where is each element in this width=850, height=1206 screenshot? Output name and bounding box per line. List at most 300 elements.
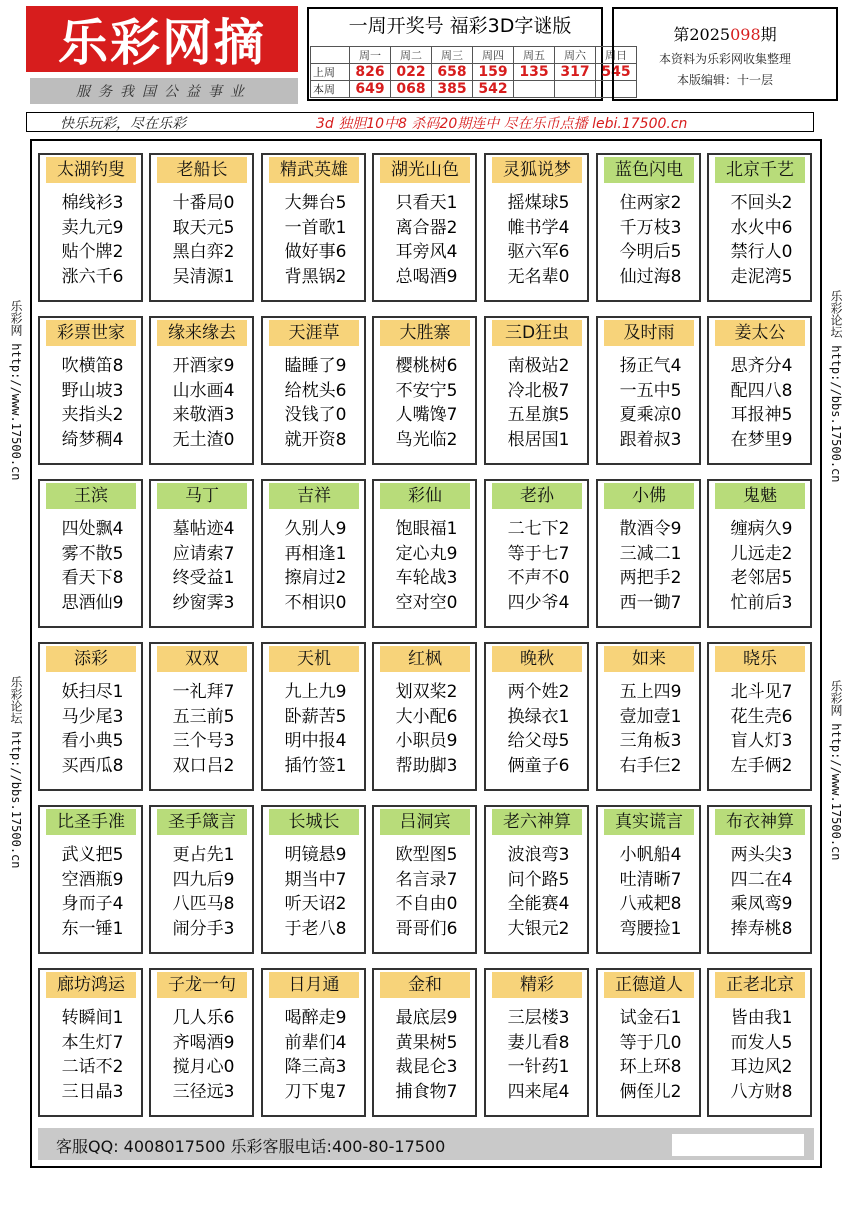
riddle-line: 绮梦稠4 bbox=[61, 429, 124, 450]
riddle-line: 夏乘凉0 bbox=[619, 405, 682, 425]
riddle-line: 取天元5 bbox=[172, 217, 235, 238]
riddle-line: 仙过海8 bbox=[619, 266, 682, 287]
riddle-line: 三减二1 bbox=[619, 543, 682, 564]
riddle-card bbox=[261, 968, 366, 1117]
riddle-line: 人嘴馋7 bbox=[395, 405, 458, 425]
riddle-line: 四九后9 bbox=[172, 869, 235, 890]
riddle-card bbox=[372, 316, 477, 465]
riddle-line: 马少尾3 bbox=[61, 706, 124, 727]
riddle-lines bbox=[713, 191, 810, 289]
riddle-line: 一首歌1 bbox=[284, 217, 347, 238]
riddle-line: 搅月心0 bbox=[172, 1057, 235, 1077]
riddle-card bbox=[38, 153, 143, 302]
riddle-card-title: 子龙一句 bbox=[157, 972, 247, 998]
riddle-line: 开酒家9 bbox=[172, 356, 235, 376]
riddle-card-title: 彩票世家 bbox=[46, 320, 136, 346]
riddle-card-title: 大胜寨 bbox=[380, 320, 470, 346]
riddle-line: 最底层9 bbox=[395, 1008, 458, 1028]
riddle-line: 久别人9 bbox=[284, 519, 347, 539]
riddle-line: 思酒仙9 bbox=[61, 592, 124, 613]
day-header: 周四 bbox=[473, 47, 514, 64]
riddle-lines bbox=[378, 843, 475, 941]
riddle-line: 九上九9 bbox=[284, 682, 347, 702]
riddle-line: 四少爷4 bbox=[507, 592, 570, 613]
riddle-lines bbox=[378, 680, 475, 778]
riddle-card bbox=[261, 642, 366, 791]
riddle-line: 欧型图5 bbox=[395, 845, 458, 865]
riddle-line: 南极站2 bbox=[507, 356, 570, 376]
riddle-lines bbox=[267, 517, 364, 615]
riddle-line: 捕食物7 bbox=[395, 1081, 458, 1102]
riddle-card-title: 布衣神算 bbox=[715, 809, 805, 835]
riddle-card-title: 灵狐说梦 bbox=[492, 157, 582, 183]
riddle-line: 买西瓜8 bbox=[61, 755, 124, 776]
riddle-line: 缠病久9 bbox=[730, 519, 793, 539]
riddle-line: 吐清晰7 bbox=[619, 869, 682, 890]
riddle-lines bbox=[490, 517, 587, 615]
riddle-line: 走泥湾5 bbox=[730, 266, 793, 287]
riddle-lines bbox=[602, 1006, 699, 1104]
riddle-line: 无土渣0 bbox=[172, 429, 235, 450]
footer-blank-box bbox=[672, 1134, 804, 1156]
riddle-card-title: 小佛 bbox=[604, 483, 694, 509]
riddle-line: 名言录7 bbox=[395, 869, 458, 890]
riddle-line: 等于七7 bbox=[507, 543, 570, 564]
riddle-line: 一礼拜7 bbox=[172, 682, 235, 702]
riddle-lines bbox=[378, 354, 475, 452]
riddle-card-title: 王滨 bbox=[46, 483, 136, 509]
riddle-line: 五上四9 bbox=[619, 682, 682, 702]
riddle-lines bbox=[602, 517, 699, 615]
riddle-card bbox=[484, 642, 589, 791]
riddle-card-title: 比圣手准 bbox=[46, 809, 136, 835]
riddle-line: 终受益1 bbox=[172, 568, 235, 588]
riddle-lines bbox=[44, 843, 141, 941]
riddle-line: 驱六军6 bbox=[507, 242, 570, 262]
riddle-card bbox=[38, 479, 143, 628]
riddle-lines bbox=[602, 354, 699, 452]
riddle-lines bbox=[490, 680, 587, 778]
riddle-line: 身而子4 bbox=[61, 894, 124, 914]
riddle-line: 二七下2 bbox=[507, 519, 570, 539]
riddle-line: 耳旁风4 bbox=[395, 242, 458, 262]
riddle-card-title: 吕洞宾 bbox=[380, 809, 470, 835]
riddle-lines bbox=[267, 354, 364, 452]
riddle-line: 壹加壹1 bbox=[619, 706, 682, 727]
riddle-line: 离合器2 bbox=[395, 217, 458, 238]
riddle-line: 换绿衣1 bbox=[507, 706, 570, 727]
riddle-lines bbox=[44, 680, 141, 778]
riddle-line: 齐喝酒9 bbox=[172, 1032, 235, 1053]
riddle-line: 卧薪苦5 bbox=[284, 706, 347, 727]
riddle-card-title: 如来 bbox=[604, 646, 694, 672]
riddle-card-title: 吉祥 bbox=[269, 483, 359, 509]
riddle-line: 喝醉走9 bbox=[284, 1008, 347, 1028]
riddle-line: 帮助脚3 bbox=[395, 755, 458, 776]
riddle-line: 卖九元9 bbox=[61, 217, 124, 238]
riddle-card bbox=[596, 316, 701, 465]
riddle-card bbox=[149, 316, 254, 465]
riddle-line: 八方财8 bbox=[730, 1081, 793, 1102]
riddle-line: 散酒令9 bbox=[619, 519, 682, 539]
riddle-card bbox=[38, 968, 143, 1117]
riddle-line: 老邻居5 bbox=[730, 568, 793, 588]
riddle-line: 来敬酒3 bbox=[172, 405, 235, 425]
riddle-lines bbox=[378, 1006, 475, 1104]
draw-number: 649 bbox=[350, 81, 391, 98]
riddle-line: 千万枝3 bbox=[619, 217, 682, 238]
draw-number: 385 bbox=[432, 81, 473, 98]
riddle-line: 而发人5 bbox=[730, 1032, 793, 1053]
riddle-line: 俩童子6 bbox=[507, 755, 570, 776]
riddle-line: 妻儿看8 bbox=[507, 1032, 570, 1053]
riddle-lines bbox=[490, 354, 587, 452]
riddle-line: 降三高3 bbox=[284, 1057, 347, 1077]
draw-number: 159 bbox=[473, 64, 514, 81]
riddle-line: 看天下8 bbox=[61, 568, 124, 588]
riddle-line: 四二在4 bbox=[730, 869, 793, 890]
this-week-row bbox=[311, 81, 637, 98]
riddle-line: 今明后5 bbox=[619, 242, 682, 262]
riddle-line: 再相逢1 bbox=[284, 543, 347, 564]
riddle-card-title: 及时雨 bbox=[604, 320, 694, 346]
riddle-line: 定心丸9 bbox=[395, 543, 458, 564]
riddle-card bbox=[707, 805, 812, 954]
riddle-card bbox=[596, 479, 701, 628]
riddle-line: 就开资8 bbox=[284, 429, 347, 450]
riddle-lines bbox=[713, 354, 810, 452]
riddle-card bbox=[149, 805, 254, 954]
riddle-line: 期当中7 bbox=[284, 869, 347, 890]
days-row bbox=[311, 47, 637, 64]
riddle-card bbox=[484, 968, 589, 1117]
riddle-line: 跟着叔3 bbox=[619, 429, 682, 450]
riddle-line: 俩侄儿2 bbox=[619, 1081, 682, 1102]
riddle-lines bbox=[378, 517, 475, 615]
riddle-line: 裁昆仑3 bbox=[395, 1057, 458, 1077]
riddle-card-title: 真实谎言 bbox=[604, 809, 694, 835]
riddle-lines bbox=[155, 680, 252, 778]
riddle-line: 右手仨2 bbox=[619, 755, 682, 776]
riddle-line: 摇煤球5 bbox=[507, 193, 570, 213]
riddle-line: 思齐分4 bbox=[730, 356, 793, 376]
riddle-card bbox=[38, 805, 143, 954]
riddle-line: 吴清源1 bbox=[172, 266, 235, 287]
riddle-line: 环上环8 bbox=[619, 1057, 682, 1077]
riddle-line: 东一锤1 bbox=[61, 918, 124, 939]
riddle-line: 没钱了0 bbox=[284, 405, 347, 425]
riddle-card bbox=[149, 153, 254, 302]
banner-slogan: 快乐玩彩，尽在乐彩 bbox=[60, 116, 186, 132]
issue-number: 第2025098期 bbox=[673, 25, 777, 44]
riddle-line: 黑白弈2 bbox=[172, 242, 235, 262]
riddle-card bbox=[707, 968, 812, 1117]
riddle-line: 只看天1 bbox=[395, 193, 458, 213]
riddle-line: 盲人灯3 bbox=[730, 731, 793, 751]
riddle-card bbox=[596, 642, 701, 791]
day-header: 周五 bbox=[514, 47, 555, 64]
riddle-line: 两个姓2 bbox=[507, 682, 570, 702]
riddle-lines bbox=[267, 1006, 364, 1104]
riddle-line: 双口吕2 bbox=[172, 755, 235, 776]
riddle-card bbox=[707, 316, 812, 465]
riddle-lines bbox=[490, 843, 587, 941]
riddle-line: 配四八8 bbox=[730, 380, 793, 401]
riddle-line: 皆由我1 bbox=[730, 1008, 793, 1028]
riddle-card bbox=[707, 479, 812, 628]
riddle-lines bbox=[490, 1006, 587, 1104]
riddle-line: 夹指头2 bbox=[61, 405, 124, 425]
riddle-card bbox=[372, 479, 477, 628]
riddle-line: 小帆船4 bbox=[619, 845, 682, 865]
riddle-line: 左手俩2 bbox=[730, 755, 793, 776]
riddle-lines bbox=[713, 680, 810, 778]
riddle-line: 大银元2 bbox=[507, 918, 570, 939]
riddle-line: 乘凤鸾9 bbox=[730, 894, 793, 914]
riddle-line: 八匹马8 bbox=[172, 894, 235, 914]
riddle-line: 车轮战3 bbox=[395, 568, 458, 588]
riddle-lines bbox=[713, 517, 810, 615]
edition-title: 一周开奖号 福彩3D字谜版 bbox=[348, 15, 572, 37]
side-text-right-top: 乐彩论坛 http://bbs.17500.cn bbox=[829, 290, 843, 483]
riddle-line: 冷北极7 bbox=[507, 380, 570, 401]
riddle-line: 刀下鬼7 bbox=[284, 1081, 347, 1102]
riddle-lines bbox=[267, 843, 364, 941]
riddle-card bbox=[261, 153, 366, 302]
riddle-line: 一五中5 bbox=[619, 380, 682, 401]
draw-number: 545 bbox=[596, 64, 637, 81]
riddle-line: 纱窗霁3 bbox=[172, 592, 235, 613]
riddle-card-title: 马丁 bbox=[157, 483, 247, 509]
riddle-card bbox=[372, 153, 477, 302]
riddle-line: 妖扫尽1 bbox=[61, 682, 124, 702]
riddle-card-title: 天机 bbox=[269, 646, 359, 672]
riddle-line: 瞌睡了9 bbox=[284, 356, 347, 376]
riddle-line: 擦肩过2 bbox=[284, 568, 347, 588]
riddle-card-title: 正老北京 bbox=[715, 972, 805, 998]
riddle-lines bbox=[155, 354, 252, 452]
riddle-card-title: 彩仙 bbox=[380, 483, 470, 509]
riddle-card bbox=[372, 968, 477, 1117]
riddle-line: 大舞台5 bbox=[284, 193, 347, 213]
riddle-line: 鸟光临2 bbox=[395, 429, 458, 450]
riddle-card-title: 精彩 bbox=[492, 972, 582, 998]
riddle-lines bbox=[713, 1006, 810, 1104]
riddle-card-title: 圣手箴言 bbox=[157, 809, 247, 835]
riddle-card bbox=[596, 805, 701, 954]
last-week-row bbox=[311, 64, 637, 81]
riddle-lines bbox=[602, 843, 699, 941]
riddle-card bbox=[707, 153, 812, 302]
riddle-lines bbox=[44, 1006, 141, 1104]
draw-number bbox=[514, 81, 555, 98]
draw-number: 658 bbox=[432, 64, 473, 81]
riddle-line: 背黑锅2 bbox=[284, 266, 347, 287]
riddle-line: 在梦里9 bbox=[730, 429, 793, 450]
riddle-line: 不声不0 bbox=[507, 568, 570, 588]
riddle-card-title: 太湖钓叟 bbox=[46, 157, 136, 183]
riddle-card-title: 姜太公 bbox=[715, 320, 805, 346]
riddle-line: 做好事6 bbox=[284, 242, 347, 262]
day-header: 周二 bbox=[391, 47, 432, 64]
riddle-card-title: 缘来缘去 bbox=[157, 320, 247, 346]
riddle-lines bbox=[602, 680, 699, 778]
riddle-line: 武义把5 bbox=[61, 845, 124, 865]
riddle-card bbox=[484, 805, 589, 954]
row-label: 本周 bbox=[311, 81, 350, 98]
riddle-line: 墓帖迹4 bbox=[172, 519, 235, 539]
riddle-line: 不回头2 bbox=[730, 193, 793, 213]
riddle-card-title: 老六神算 bbox=[492, 809, 582, 835]
side-text-left-top: 乐彩网 http://www.17500.cn bbox=[9, 300, 23, 481]
riddle-card-title: 晓乐 bbox=[715, 646, 805, 672]
day-header: 周日 bbox=[596, 47, 637, 64]
riddle-line: 四来尾4 bbox=[507, 1081, 570, 1102]
riddle-line: 两头尖3 bbox=[730, 845, 793, 865]
draw-number: 317 bbox=[555, 64, 596, 81]
draw-number: 022 bbox=[391, 64, 432, 81]
riddle-line: 总喝酒9 bbox=[395, 266, 458, 287]
riddle-line: 住两家2 bbox=[619, 193, 682, 213]
riddle-line: 于老八8 bbox=[284, 918, 347, 939]
slogan: 服务我国公益事业 bbox=[30, 78, 298, 104]
riddle-line: 花生壳6 bbox=[730, 706, 793, 727]
riddle-card bbox=[261, 479, 366, 628]
riddle-lines bbox=[490, 191, 587, 289]
riddle-line: 五星旗5 bbox=[507, 405, 570, 425]
riddle-line: 划双桨2 bbox=[395, 682, 458, 702]
riddle-card bbox=[149, 642, 254, 791]
riddle-card-title: 长城长 bbox=[269, 809, 359, 835]
riddle-card-title: 湖光山色 bbox=[380, 157, 470, 183]
riddle-line: 四处飘4 bbox=[61, 519, 124, 539]
riddle-line: 小职员9 bbox=[395, 731, 458, 751]
riddle-line: 山水画4 bbox=[172, 380, 235, 401]
riddle-line: 水火中6 bbox=[730, 217, 793, 238]
riddle-line: 前辈们4 bbox=[284, 1032, 347, 1053]
riddle-card bbox=[596, 153, 701, 302]
riddle-line: 插竹签1 bbox=[284, 755, 347, 776]
riddle-card bbox=[149, 479, 254, 628]
day-header: 周三 bbox=[432, 47, 473, 64]
riddle-card-title: 正德道人 bbox=[604, 972, 694, 998]
riddle-card bbox=[484, 479, 589, 628]
riddle-line: 空对空0 bbox=[395, 592, 458, 613]
riddle-line: 耳报神5 bbox=[730, 405, 793, 425]
riddle-card bbox=[484, 316, 589, 465]
draw-number: 826 bbox=[350, 64, 391, 81]
riddle-line: 几人乐6 bbox=[172, 1008, 235, 1028]
riddle-lines bbox=[155, 517, 252, 615]
draw-number: 135 bbox=[514, 64, 555, 81]
riddle-card-title: 红枫 bbox=[380, 646, 470, 672]
riddle-line: 帷书学4 bbox=[507, 217, 570, 238]
riddle-card-title: 天涯草 bbox=[269, 320, 359, 346]
riddle-card bbox=[149, 968, 254, 1117]
riddle-line: 棉线衫3 bbox=[61, 193, 124, 213]
riddle-line: 空酒瓶9 bbox=[61, 869, 124, 890]
riddle-card bbox=[372, 642, 477, 791]
riddle-line: 忙前后3 bbox=[730, 592, 793, 613]
riddle-card-title: 蓝色闪电 bbox=[604, 157, 694, 183]
riddle-line: 弯腰捡1 bbox=[619, 918, 682, 939]
riddle-lines bbox=[378, 191, 475, 289]
riddle-card bbox=[38, 316, 143, 465]
riddle-card bbox=[596, 968, 701, 1117]
riddle-line: 无名辈0 bbox=[507, 266, 570, 287]
riddle-line: 转瞬间1 bbox=[61, 1008, 124, 1028]
riddle-line: 涨六千6 bbox=[61, 266, 124, 287]
riddle-line: 波浪弯3 bbox=[507, 845, 570, 865]
riddle-line: 樱桃树6 bbox=[395, 356, 458, 376]
riddle-line: 给父母5 bbox=[507, 731, 570, 751]
draw-results-table bbox=[310, 46, 637, 98]
riddle-line: 试金石1 bbox=[619, 1008, 682, 1028]
riddle-line: 雾不散5 bbox=[61, 543, 124, 564]
riddle-lines bbox=[602, 191, 699, 289]
riddle-line: 三个号3 bbox=[172, 731, 235, 751]
riddle-card bbox=[372, 805, 477, 954]
riddle-line: 饱眼福1 bbox=[395, 519, 458, 539]
riddle-lines bbox=[44, 354, 141, 452]
riddle-card-title: 精武英雄 bbox=[269, 157, 359, 183]
riddle-line: 三角板3 bbox=[619, 731, 682, 751]
riddle-line: 全能赛4 bbox=[507, 894, 570, 914]
riddle-card-title: 金和 bbox=[380, 972, 470, 998]
riddle-line: 根居国1 bbox=[507, 429, 570, 450]
riddle-card-title: 北京千艺 bbox=[715, 157, 805, 183]
draw-number: 542 bbox=[473, 81, 514, 98]
banner-promo-link[interactable]: 3d 独胆10中8 杀码20期连中 尽在乐币点播 lebi.17500.cn bbox=[316, 116, 688, 132]
riddle-lines bbox=[44, 191, 141, 289]
riddle-line: 八戒耙8 bbox=[619, 894, 682, 914]
riddle-line: 更占先1 bbox=[172, 845, 235, 865]
row-label: 上周 bbox=[311, 64, 350, 81]
source-note: 本资料为乐彩网收集整理 bbox=[658, 52, 791, 66]
riddle-line: 二话不2 bbox=[61, 1057, 124, 1077]
riddle-line: 捧寿桃8 bbox=[730, 918, 793, 939]
riddle-line: 不相识0 bbox=[284, 592, 347, 613]
riddle-line: 三层楼3 bbox=[507, 1008, 570, 1028]
riddle-card-title: 老孙 bbox=[492, 483, 582, 509]
side-text-right-bottom: 乐彩网 http://www.17500.cn bbox=[829, 680, 843, 861]
riddle-line: 禁行人0 bbox=[730, 242, 793, 262]
riddle-card bbox=[261, 316, 366, 465]
customer-service-info: 客服QQ: 4008017500 乐彩客服电话:400-80-17500 bbox=[56, 1137, 446, 1156]
riddle-line: 不安宁5 bbox=[395, 380, 458, 401]
riddle-card-title: 双双 bbox=[157, 646, 247, 672]
riddle-line: 西一锄7 bbox=[619, 592, 682, 613]
riddle-line: 哥哥们6 bbox=[395, 918, 458, 939]
riddle-lines bbox=[44, 517, 141, 615]
riddle-line: 贴个牌2 bbox=[61, 242, 124, 262]
riddle-line: 十番局0 bbox=[172, 193, 235, 213]
draw-number bbox=[555, 81, 596, 98]
riddle-card-title: 晚秋 bbox=[492, 646, 582, 672]
riddle-lines bbox=[713, 843, 810, 941]
riddle-line: 听天诏2 bbox=[284, 894, 347, 914]
riddle-line: 三日晶3 bbox=[61, 1081, 124, 1102]
riddle-line: 扬正气4 bbox=[619, 356, 682, 376]
riddle-line: 北斗见7 bbox=[730, 682, 793, 702]
riddle-lines bbox=[155, 191, 252, 289]
riddle-card-title: 三D狂虫 bbox=[492, 320, 582, 346]
riddle-line: 大小配6 bbox=[395, 706, 458, 727]
riddle-line: 等于几0 bbox=[619, 1032, 682, 1053]
riddle-lines bbox=[155, 843, 252, 941]
riddle-lines bbox=[155, 1006, 252, 1104]
riddle-lines bbox=[267, 191, 364, 289]
